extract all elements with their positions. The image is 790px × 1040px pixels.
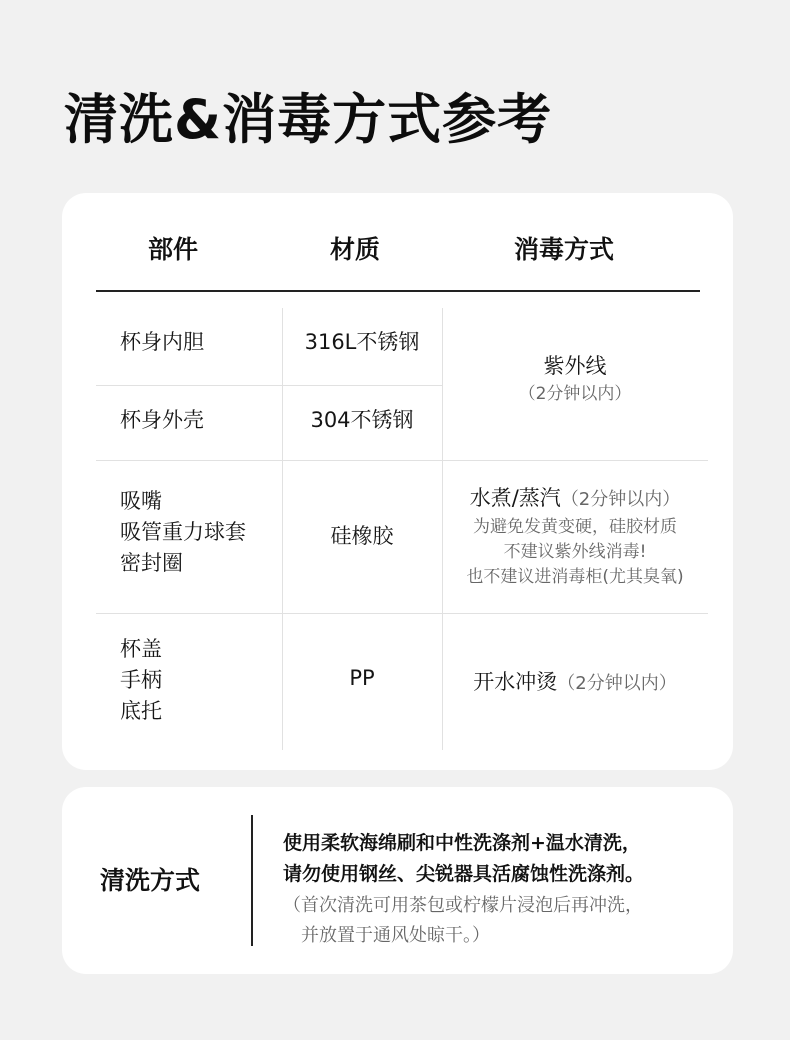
table-row-material: PP (349, 666, 375, 690)
uv-method-label: 紫外线 (543, 354, 607, 378)
cleaning-instruction: 使用柔软海绵刷和中性洗涤剂+温水清洗， (283, 832, 641, 854)
header-divider (96, 290, 700, 292)
boil-method-note: 为避免发黄变硬，硅胶材质 (473, 517, 677, 537)
part-name: 杯盖 (120, 637, 162, 661)
boil-method (442, 483, 708, 590)
header-part: 部件 (148, 235, 199, 264)
table-row-part: 杯身内胆 (120, 330, 204, 354)
header-material: 材质 (330, 235, 381, 264)
row-divider (96, 460, 708, 461)
part-name: 吸嘴 (120, 489, 162, 513)
part-name: 手柄 (120, 668, 162, 692)
cleaning-note: 并放置于通风处晾干。） (301, 925, 490, 946)
cleaning-note: （首次清洗可用茶包或柠檬片浸泡后再冲洗， (283, 895, 643, 916)
table-row-material: 硅橡胶 (330, 524, 394, 548)
boil-method-note: 不建议紫外线消毒! (503, 542, 647, 562)
table-row-part: 杯身外壳 (120, 408, 204, 432)
uv-method (442, 351, 708, 407)
boil-method-time: （2分钟以内） (560, 489, 681, 510)
cleaning-instruction: 请勿使用钢丝、尖锐器具活腐蚀性洗涤剂。 (283, 863, 645, 885)
table-row-parts (120, 486, 246, 579)
header-method: 消毒方式 (514, 235, 615, 264)
row-divider (96, 613, 708, 614)
table-row-parts (120, 634, 162, 727)
hot-water-method-label: 开水冲烫 (473, 670, 558, 694)
part-name: 密封圈 (120, 551, 183, 575)
hot-water-method-time: （2分钟以内） (557, 673, 677, 694)
row-divider (96, 385, 442, 386)
table-row-material: 316L不锈钢 (304, 330, 420, 354)
hot-water-method (442, 667, 708, 699)
table-row-material: 304不锈钢 (310, 408, 414, 432)
boil-method-label: 水煮/蒸汽 (469, 486, 561, 510)
part-name: 吸管重力球套 (120, 520, 246, 544)
cleaning-divider (251, 815, 253, 946)
uv-method-time: （2分钟以内） (518, 384, 632, 404)
boil-method-note: 也不建议进消毒柜(尤其臭氧) (466, 567, 684, 587)
page-title: 清洗&消毒方式参考 (64, 88, 553, 151)
part-name: 底托 (120, 699, 162, 723)
cleaning-method-label: 清洗方式 (100, 866, 201, 895)
